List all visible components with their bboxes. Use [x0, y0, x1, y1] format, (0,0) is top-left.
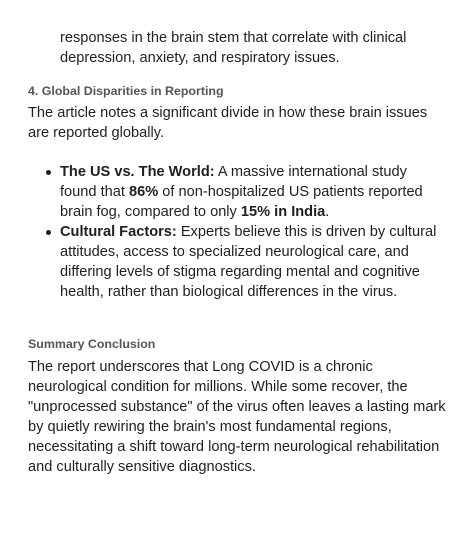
bullet-dot [46, 230, 51, 235]
continued-list-text: responses in the brain stem that correlate with clinical depression, anxiety, and respiratory issues. [60, 30, 407, 66]
section-heading-summary: Summary Conclusion [28, 337, 156, 351]
stat-us-percent: 86% [128, 184, 159, 200]
disparities-bullet-list [60, 162, 440, 302]
summary-paragraph: The report underscores that Long COVID is a chronic neurological condition for millions. While some recover, the "unprocessed substance" of the virus often leaves a lasting mark by quietly rewiring the brain's most fundamental regions, necessitating a shift toward long-term neurological rehabilitation and culturally sensitive diagnostics. [28, 359, 446, 475]
stat-india-percent: 15% in India [240, 204, 326, 220]
bullet-text: of non-hospitalized US patients reported brain fog, compared to only [60, 184, 423, 220]
section-heading-global-disparities: 4. Global Disparities in Reporting [28, 84, 224, 98]
bullet-text: A massive international study found that [60, 164, 407, 200]
bullet-dot [46, 170, 51, 175]
list-item-cultural-factors [60, 222, 440, 302]
list-item-us-vs-world [60, 162, 440, 222]
bullet-label: The US vs. The World: [60, 164, 215, 180]
bullet-text: Experts believe this is driven by cultural attitudes, access to specialized neurological care, and differing levels of stigma regarding mental and cognitive health, rather than biological differences in the virus. [60, 224, 437, 300]
bullet-text: . [325, 204, 330, 220]
bullet-label: Cultural Factors: [60, 224, 177, 240]
section-intro-paragraph: The article notes a significant divide in how these brain issues are reported globally. [28, 105, 428, 141]
